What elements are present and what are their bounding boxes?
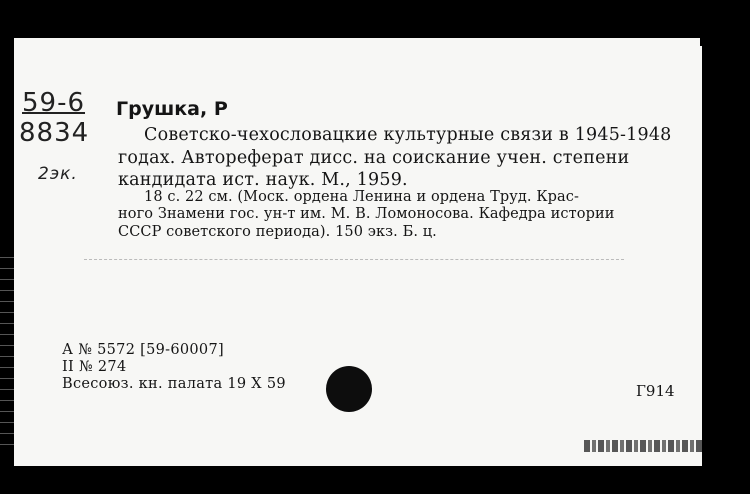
title-line: годах. Автореферат дисс. на соискание учен. степени bbox=[118, 148, 630, 168]
registration-line: Всесоюз. кн. палата 19 X 59 bbox=[62, 376, 286, 392]
handwritten-copies-note: 2эк. bbox=[38, 164, 78, 184]
title-line: Советско-чехословацкие культурные связи в 1945-1948 bbox=[144, 125, 672, 145]
handwritten-shelfmark-top: 59-6 bbox=[22, 88, 86, 118]
scan-edge-noise bbox=[0, 250, 14, 450]
description-line: 18 с. 22 см. (Моск. ордена Ленина и ордена Труд. Крас- bbox=[144, 189, 579, 205]
bottom-edge-stamp bbox=[584, 440, 702, 452]
title-line: кандидата ист. наук. М., 1959. bbox=[118, 170, 408, 190]
card-code: Г914 bbox=[636, 382, 675, 400]
registration-line: А № 5572 [59-60007] bbox=[62, 342, 224, 358]
description-line: СССР советского периода). 150 экз. Б. ц. bbox=[118, 224, 437, 240]
scan-dust-line bbox=[84, 259, 624, 260]
card-corner-shadow bbox=[700, 28, 750, 46]
punch-hole-ink-blot bbox=[326, 366, 372, 412]
registration-line: II № 274 bbox=[62, 359, 127, 375]
author-heading: Грушка, Р bbox=[116, 98, 228, 120]
library-catalog-card bbox=[14, 38, 702, 466]
handwritten-shelfmark-bottom: 8834 bbox=[19, 118, 90, 148]
description-line: ного Знамени гос. ун-т им. М. В. Ломоносова. Кафедра истории bbox=[118, 206, 615, 222]
